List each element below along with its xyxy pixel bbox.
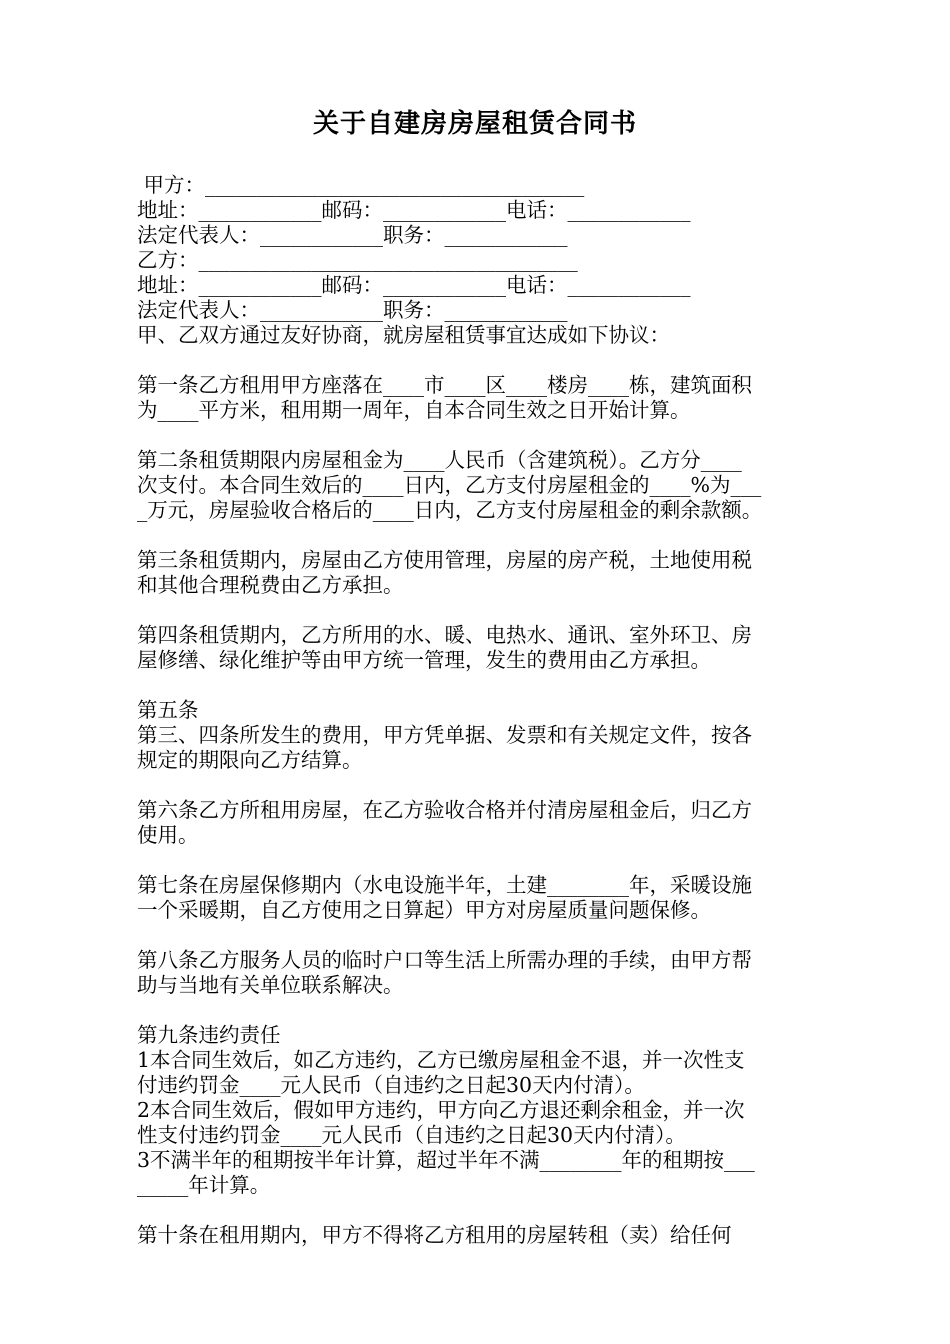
document-line: 地址：____________邮码：____________电话：____________ — [137, 198, 691, 222]
blank-line — [137, 773, 817, 798]
blank-line — [137, 848, 817, 873]
document-line: 第八条乙方服务人员的临时户口等生活上所需办理的手续，由甲方帮 — [137, 948, 752, 972]
document-line: 第九条违约责任 — [137, 1023, 281, 1047]
document-line: 1本合同生效后，如乙方违约，乙方已缴房屋租金不退，并一次性支 — [137, 1048, 745, 1072]
document-line: 第二条租赁期限内房屋租金为____人民币（含建筑税）。乙方分____ — [137, 448, 742, 472]
document-line: 次支付。本合同生效后的____日内，乙方支付房屋租金的____%为___ — [137, 473, 762, 497]
document-line: _____年计算。 — [137, 1173, 271, 1197]
document-line: 甲方：_____________________________________ — [137, 173, 585, 197]
document-line: 性支付违约罚金____元人民币（自违约之日起30天内付清）。 — [137, 1123, 686, 1147]
document-line: 法定代表人：____________职务：____________ — [137, 223, 568, 247]
document-line: 第七条在房屋保修期内（水电设施半年，土建________年，采暖设施 — [137, 873, 752, 897]
document-line: 第三条租赁期内，房屋由乙方使用管理，房屋的房产税，土地使用税 — [137, 548, 752, 572]
document-line: _万元，房屋验收合格后的____日内，乙方支付房屋租金的剩余款额。 — [137, 498, 763, 522]
blank-line — [137, 1198, 817, 1223]
document-line: 地址：____________邮码：____________电话：____________ — [137, 273, 691, 297]
document-line: 一个采暖期，自乙方使用之日算起）甲方对房屋质量问题保修。 — [137, 898, 711, 922]
blank-line — [137, 998, 817, 1023]
blank-line — [137, 598, 817, 623]
document-line: 和其他合理税费由乙方承担。 — [137, 573, 404, 597]
document-line: 第十条在租用期内，甲方不得将乙方租用的房屋转租（卖）给任何 — [137, 1223, 732, 1247]
document-title: 关于自建房房屋租赁合同书 — [312, 109, 637, 139]
document-line: 付违约罚金____元人民币（自违约之日起30天内付清）。 — [137, 1073, 645, 1097]
blank-line — [137, 673, 817, 698]
document-line: 屋修缮、绿化维护等由甲方统一管理，发生的费用由乙方承担。 — [137, 648, 711, 672]
document-line: 法定代表人：____________职务：____________ — [137, 298, 568, 322]
document-line: 甲、乙双方通过友好协商，就房屋租赁事宜达成如下协议： — [137, 323, 670, 347]
document-line: 3不满半年的租期按半年计算，超过半年不满________年的租期按___ — [137, 1148, 755, 1172]
document-line: 2本合同生效后，假如甲方违约，甲方向乙方退还剩余租金，并一次 — [137, 1098, 745, 1122]
document-line: 助与当地有关单位联系解决。 — [137, 973, 404, 997]
document-line: 第一条乙方租用甲方座落在____市____区____楼房____栋，建筑面积 — [137, 373, 752, 397]
document-line: 为____平方米，租用期一周年，自本合同生效之日开始计算。 — [137, 398, 691, 422]
document-line: 第四条租赁期内，乙方所用的水、暖、电热水、通讯、室外环卫、房 — [137, 623, 752, 647]
document-line: 使用。 — [137, 823, 199, 847]
blank-line — [137, 923, 817, 948]
blank-line — [137, 348, 817, 373]
document-line: 乙方：_____________________________________ — [137, 248, 578, 272]
contract-body — [137, 173, 817, 1248]
document-line: 规定的期限向乙方结算。 — [137, 748, 363, 772]
document-line: 第六条乙方所租用房屋，在乙方验收合格并付清房屋租金后，归乙方 — [137, 798, 752, 822]
blank-line — [137, 523, 817, 548]
document-line: 第三、四条所发生的费用，甲方凭单据、发票和有关规定文件，按各 — [137, 723, 752, 747]
document-line: 第五条 — [137, 698, 199, 722]
blank-line — [137, 423, 817, 448]
